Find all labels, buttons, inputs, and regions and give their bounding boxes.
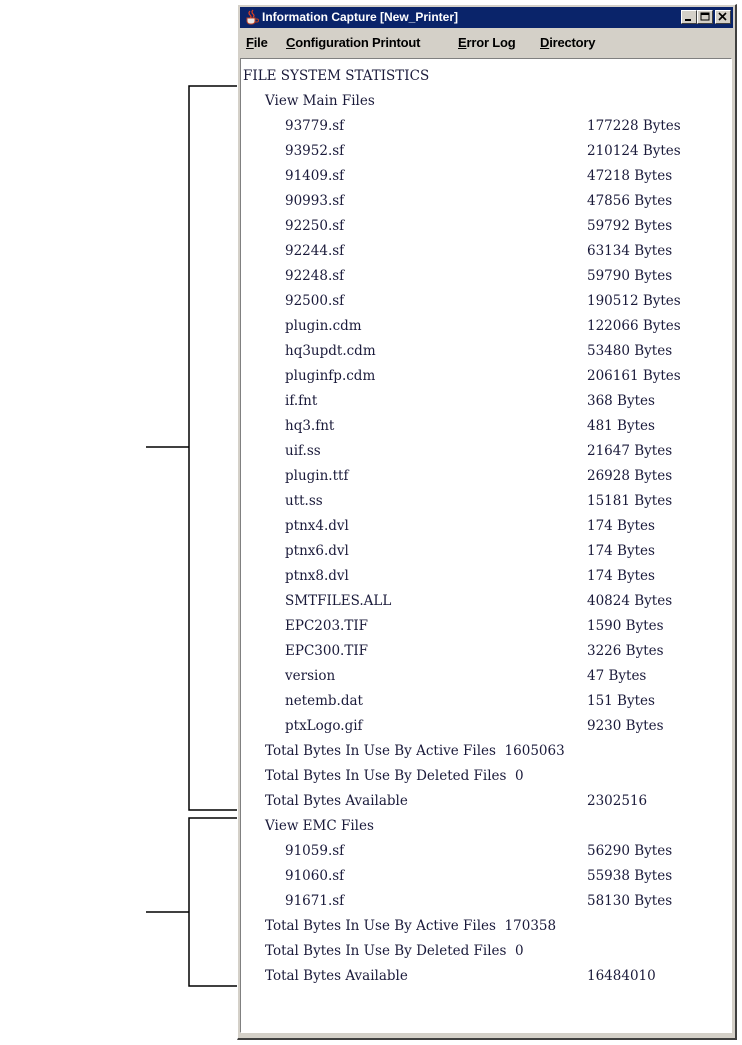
file-name: 91060.sf: [285, 868, 345, 884]
file-size: 21647 Bytes: [587, 443, 673, 459]
file-name: ptxLogo.gif: [285, 718, 363, 734]
file-name: uif.ss: [285, 443, 321, 459]
file-size: 56290 Bytes: [587, 843, 673, 859]
main-deleted-bytes-line: Total Bytes In Use By Deleted Files 0: [265, 768, 524, 784]
file-size: 206161 Bytes: [587, 368, 681, 384]
menu-directory[interactable]: Directory: [540, 35, 596, 50]
file-name: EPC203.TIF: [285, 618, 369, 634]
file-name: ptnx4.dvl: [285, 518, 349, 534]
file-name: hq3updt.cdm: [285, 343, 376, 359]
emc-deleted-bytes-line: Total Bytes In Use By Deleted Files 0: [265, 943, 524, 959]
file-name: ptnx6.dvl: [285, 543, 349, 559]
file-name: version: [285, 668, 336, 684]
main-available-value: 2302516: [587, 793, 648, 809]
main-files-title: View Main Files: [265, 93, 375, 109]
minimize-button[interactable]: [681, 10, 697, 24]
file-size: 481 Bytes: [587, 418, 655, 434]
emc-files-title: View EMC Files: [265, 818, 374, 834]
emc-active-bytes-line: Total Bytes In Use By Active Files 170358: [265, 918, 557, 934]
file-size: 210124 Bytes: [587, 143, 681, 159]
file-size: 9230 Bytes: [587, 718, 664, 734]
file-size: 174 Bytes: [587, 518, 655, 534]
file-size: 59790 Bytes: [587, 268, 673, 284]
file-size: 177228 Bytes: [587, 118, 681, 134]
menu-file[interactable]: File: [246, 35, 268, 50]
information-capture-window: [237, 4, 737, 1040]
file-name: 90993.sf: [285, 193, 345, 209]
file-size: 58130 Bytes: [587, 893, 673, 909]
file-size: 26928 Bytes: [587, 468, 673, 484]
file-name: 91671.sf: [285, 893, 345, 909]
file-size: 122066 Bytes: [587, 318, 681, 334]
file-name: hq3.fnt: [285, 418, 335, 434]
file-size: 151 Bytes: [587, 693, 655, 709]
file-name: plugin.cdm: [285, 318, 362, 334]
maximize-button[interactable]: [697, 10, 713, 24]
file-size: 53480 Bytes: [587, 343, 673, 359]
file-name: 92250.sf: [285, 218, 345, 234]
file-name: SMTFILES.ALL: [285, 593, 392, 609]
file-size: 1590 Bytes: [587, 618, 664, 634]
main-available-label: Total Bytes Available: [265, 793, 408, 809]
file-name: 93952.sf: [285, 143, 345, 159]
file-name: 92500.sf: [285, 293, 345, 309]
file-name: 93779.sf: [285, 118, 345, 134]
file-size: 47856 Bytes: [587, 193, 673, 209]
file-name: utt.ss: [285, 493, 323, 509]
file-name: 91059.sf: [285, 843, 345, 859]
file-name: pluginfp.cdm: [285, 368, 376, 384]
menu-error-log[interactable]: Error Log: [458, 35, 516, 50]
file-size: 174 Bytes: [587, 543, 655, 559]
file-name: if.fnt: [285, 393, 318, 409]
stats-heading: FILE SYSTEM STATISTICS: [243, 68, 430, 84]
title-bar[interactable]: [240, 7, 733, 28]
file-size: 40824 Bytes: [587, 593, 673, 609]
file-size: 59792 Bytes: [587, 218, 673, 234]
file-name: netemb.dat: [285, 693, 363, 709]
file-size: 368 Bytes: [587, 393, 655, 409]
file-size: 190512 Bytes: [587, 293, 681, 309]
file-name: ptnx8.dvl: [285, 568, 349, 584]
main-active-bytes-line: Total Bytes In Use By Active Files 1605063: [265, 743, 565, 759]
file-size: 63134 Bytes: [587, 243, 673, 259]
file-name: 92244.sf: [285, 243, 345, 259]
window-title: Information Capture [New_Printer]: [262, 10, 459, 24]
file-size: 15181 Bytes: [587, 493, 673, 509]
file-size: 3226 Bytes: [587, 643, 664, 659]
emc-available-label: Total Bytes Available: [265, 968, 408, 984]
menu-configuration-printout[interactable]: Configuration Printout: [286, 35, 421, 50]
menu-bar: [240, 31, 733, 55]
minimize-icon: [682, 11, 696, 23]
file-size: 47 Bytes: [587, 668, 647, 684]
file-name: 91409.sf: [285, 168, 345, 184]
file-name: plugin.ttf: [285, 468, 349, 484]
file-size: 174 Bytes: [587, 568, 655, 584]
close-button[interactable]: [715, 10, 731, 24]
statistics-text-area[interactable]: [240, 58, 732, 1033]
file-size: 55938 Bytes: [587, 868, 673, 884]
close-icon: [716, 11, 730, 23]
maximize-icon: [698, 11, 712, 23]
file-size: 47218 Bytes: [587, 168, 673, 184]
file-name: EPC300.TIF: [285, 643, 369, 659]
file-name: 92248.sf: [285, 268, 345, 284]
emc-available-value: 16484010: [587, 968, 656, 984]
java-coffee-icon: [244, 9, 260, 25]
